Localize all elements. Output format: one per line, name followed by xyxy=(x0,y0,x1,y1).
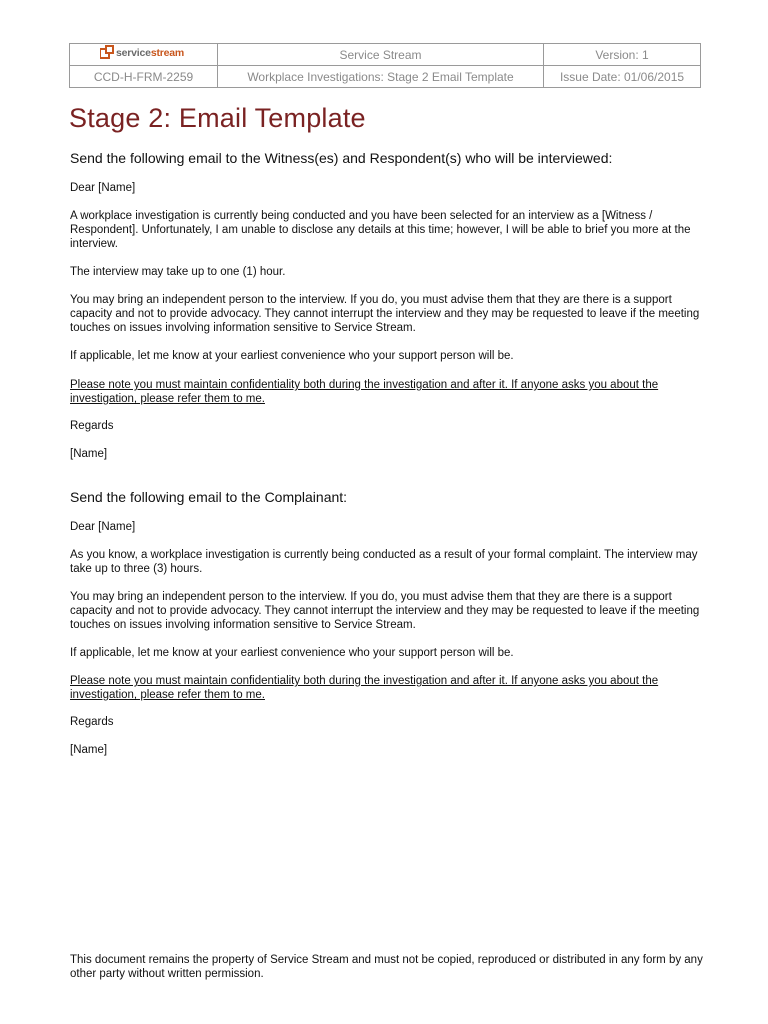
company-logo xyxy=(100,45,184,61)
header-doc-title: Workplace Investigations: Stage 2 Email Template xyxy=(218,66,544,88)
section2-greeting: Dear [Name] xyxy=(70,521,136,533)
header-doc-code: CCD-H-FRM-2259 xyxy=(70,66,218,88)
footer-notice: This document remains the property of Service Stream and must not be copied, reproduced or distributed in any form by any other party without written permission. xyxy=(70,954,703,980)
section2-para1: As you know, a workplace investigation is currently being conducted as a result of your formal complaint. The interview may take up to three (3) hours. xyxy=(70,549,698,575)
section1-para4: If applicable, let me know at your earliest convenience who your support person will be. xyxy=(70,350,514,362)
section1-para2: The interview may take up to one (1) hour. xyxy=(70,266,286,278)
section1-closing: Regards xyxy=(70,420,114,432)
document-header-table xyxy=(69,43,701,88)
section2-closing: Regards xyxy=(70,716,114,728)
section2-confidentiality-note: Please note you must maintain confidentiality both during the investigation and after it. If anyone asks you about the investigation, please refer them to me. xyxy=(70,675,659,701)
section2-para3: If applicable, let me know at your earliest convenience who your support person will be. xyxy=(70,647,514,659)
logo-cell xyxy=(70,44,218,66)
section1-greeting: Dear [Name] xyxy=(70,182,136,194)
section2-para2: You may bring an independent person to the interview. If you do, you must advise them that they are there is a support capacity and not to provide advocacy. They cannot interrupt the interview and they may be requested to leave if the meeting touches on issues involving information sensitive to Service Stream. xyxy=(70,591,700,631)
header-version: Version: 1 xyxy=(544,44,701,66)
section2-signature: [Name] xyxy=(70,744,108,756)
header-company: Service Stream xyxy=(218,44,544,66)
section1-lead: Send the following email to the Witness(es) and Respondent(s) who will be interviewed: xyxy=(70,150,613,166)
section2-lead: Send the following email to the Complainant: xyxy=(70,489,348,505)
section1-signature: [Name] xyxy=(70,448,108,460)
section1-para3: You may bring an independent person to the interview. If you do, you must advise them that they are there is a support capacity and not to provide advocacy. They cannot interrupt the interview and they may be requested to leave if the meeting touches on issues involving information sensitive to Service Stream. xyxy=(70,294,700,334)
section1-confidentiality-note: Please note you must maintain confidentiality both during the investigation and after it. If anyone asks you about the investigation, please refer them to me. xyxy=(70,379,659,405)
page-title: Stage 2: Email Template xyxy=(69,103,366,133)
logo-text: servicestream xyxy=(116,47,185,59)
servicestream-logo-icon xyxy=(100,45,114,61)
section1-para1: A workplace investigation is currently being conducted and you have been selected for an interview as a [Witness / Respondent]. Unfortunately, I am unable to disclose any details at this time; however, I will be able to brief you more at the interview. xyxy=(70,210,691,250)
header-issue-date: Issue Date: 01/06/2015 xyxy=(544,66,701,88)
